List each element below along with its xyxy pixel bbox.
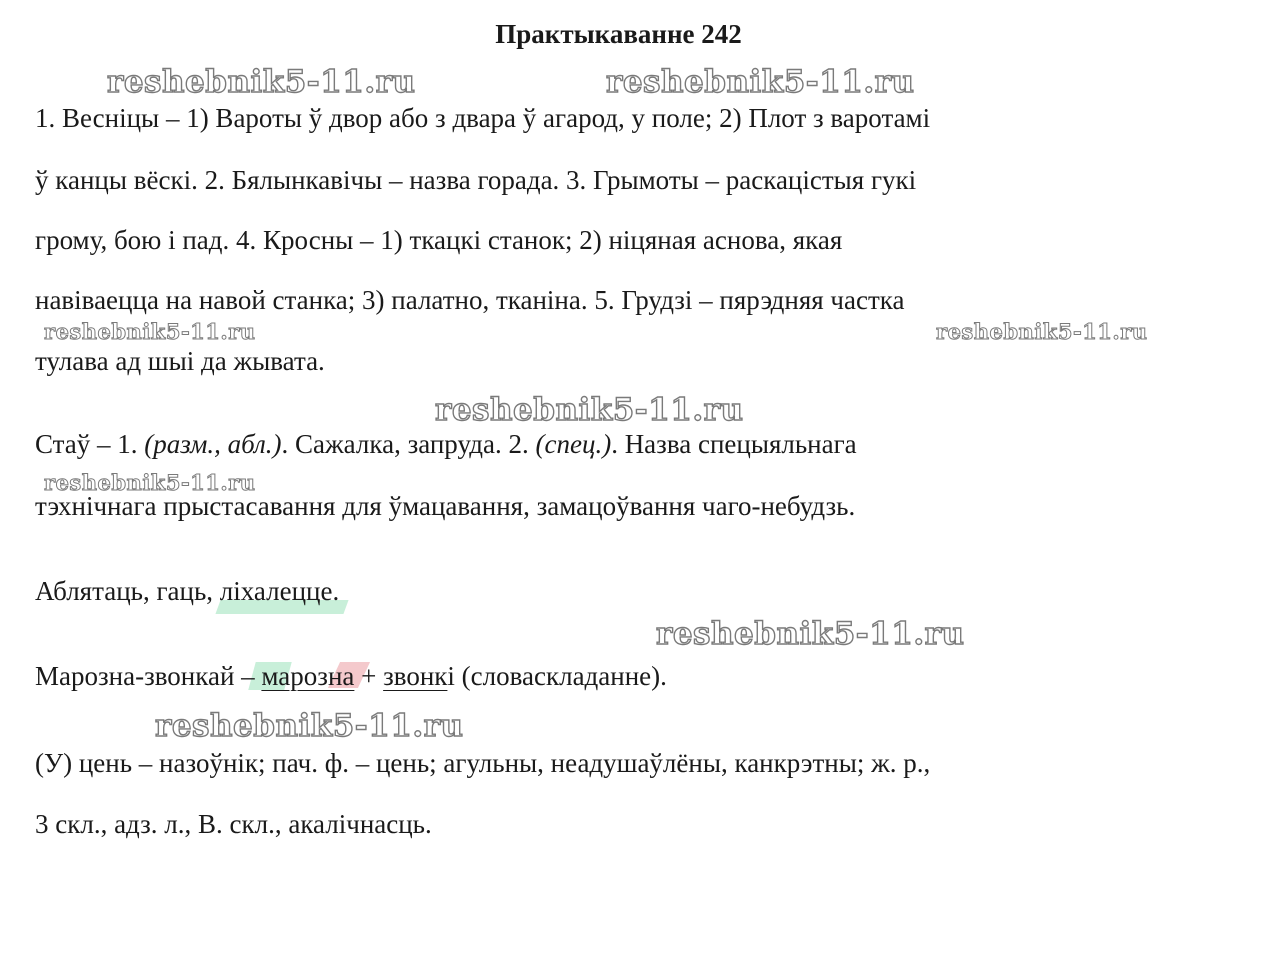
p2-line2: тэхнічнага прыстасавання для ўмацавання, замацоўвання чаго-небудзь. [35, 491, 856, 521]
watermark: reshebnik5-11.ru [107, 64, 416, 100]
p2-line1 [35, 426, 857, 462]
p1-line3: грому, бою і пад. 4. Кросны – 1) ткацкі станок; 2) ніцяная аснова, якая [35, 225, 843, 255]
p5-line1: (У) цень – назоўнік; пач. ф. – цень; агульны, неадушаўлёны, канкрэтны; ж. р., [35, 748, 931, 778]
p1-line4: навіваецца на навой станка; 3) палатно, тканіна. 5. Грудзі – пярэдняя частка [35, 285, 905, 315]
watermark: reshebnik5-11.ru [936, 319, 1148, 344]
p4-word: Марозна-звонкай – [35, 661, 262, 691]
watermark: reshebnik5-11.ru [44, 470, 256, 495]
p2-end: . Назва спецыяльнага [611, 429, 857, 459]
p4-tail: і (словаскладанне). [447, 661, 667, 691]
p2-abbr1: (разм., абл.) [144, 429, 282, 459]
p1-line1: 1. Весніцы – 1) Вароты ў двор або з двара ў агарод, у поле; 2) Плот з варотамі [35, 103, 931, 133]
watermark: reshebnik5-11.ru [155, 708, 464, 744]
p5-line2: 3 скл., адз. л., В. скл., акалічнасць. [35, 809, 432, 839]
p2-start: Стаў – 1. [35, 429, 145, 459]
p2-mid: . Сажалка, запруда. 2. [281, 429, 536, 459]
p1-line5: тулава ад шыі да жывата. [35, 346, 325, 376]
watermark: reshebnik5-11.ru [44, 319, 256, 344]
p1-line2: ў канцы вёскі. 2. Бялынкавічы – назва горада. 3. Грымоты – раскацістыя гукі [35, 165, 917, 195]
watermark: reshebnik5-11.ru [435, 392, 744, 428]
watermark: reshebnik5-11.ru [656, 616, 965, 652]
watermark: reshebnik5-11.ru [606, 64, 915, 100]
p4-plus: + [354, 661, 384, 691]
p4-part1: марозна [261, 661, 355, 691]
p4-line [35, 658, 667, 694]
p4-part2: звонк [383, 661, 448, 691]
p2-abbr2: (спец.) [535, 429, 612, 459]
page-title: Практыкаванне 242 [495, 19, 742, 49]
p3-line: Аблятаць, гаць, ліхалецце. [35, 576, 340, 606]
